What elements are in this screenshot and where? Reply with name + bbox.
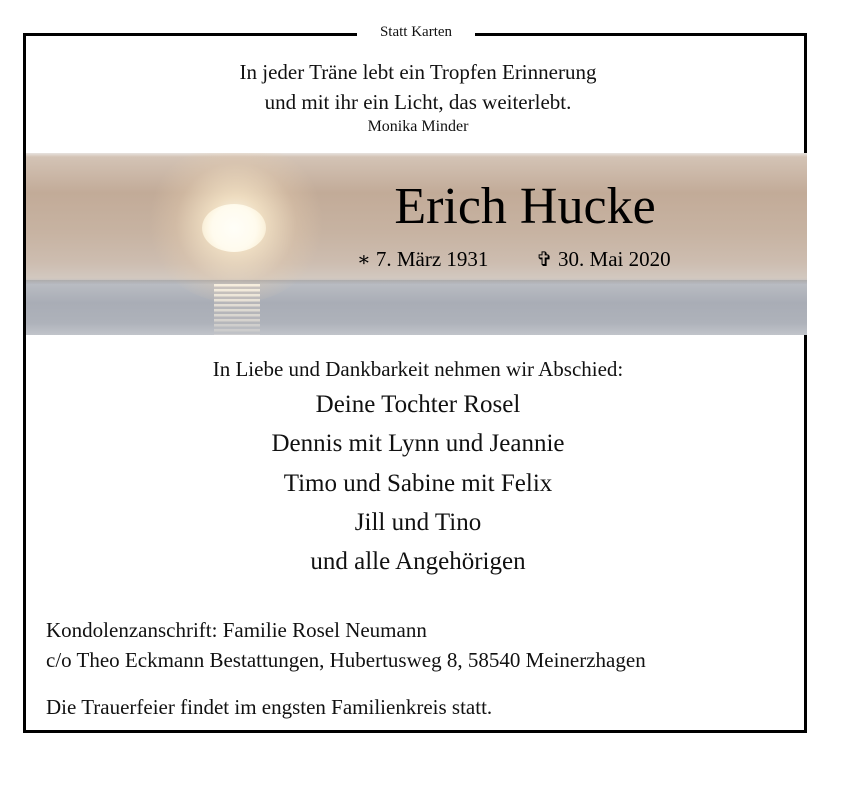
header-label: Statt Karten xyxy=(357,22,475,42)
sun-reflection xyxy=(214,284,260,335)
mourner-name: Jill und Tino xyxy=(354,509,482,536)
mourner-name: Dennis mit Lynn und Jeannie xyxy=(271,430,565,457)
quote-line-2: und mit ihr ein Licht, das weiterlebt. xyxy=(264,90,572,114)
mourner-name: Timo und Sabine mit Felix xyxy=(283,470,553,497)
death-cross-icon: ✞ xyxy=(536,249,553,271)
birth-date-text: 7. März 1931 xyxy=(375,247,489,271)
farewell-intro: In Liebe und Dankbarkeit nehmen wir Abschied: xyxy=(212,357,624,381)
death-date xyxy=(536,246,671,273)
horizon-line xyxy=(26,280,807,284)
mourner-name: Deine Tochter Rosel xyxy=(315,391,521,418)
condolence-address-line-2: c/o Theo Eckmann Bestattungen, Hubertusweg 8, 58540 Meinerzhagen xyxy=(46,648,646,672)
deceased-name: Erich Hucke xyxy=(394,178,656,235)
quote-author: Monika Minder xyxy=(367,118,469,135)
sun xyxy=(202,204,266,252)
condolence-address-line-1: Kondolenzanschrift: Familie Rosel Neumann xyxy=(46,618,427,642)
birth-date xyxy=(357,246,488,273)
funeral-note: Die Trauerfeier findet im engsten Familienkreis statt. xyxy=(46,695,493,719)
quote-line-1: In jeder Träne lebt ein Tropfen Erinnerung xyxy=(239,60,597,84)
birth-star-icon: ∗ xyxy=(357,249,371,271)
death-date-text: 30. Mai 2020 xyxy=(558,247,671,271)
mourner-name: und alle Angehörigen xyxy=(310,548,526,575)
